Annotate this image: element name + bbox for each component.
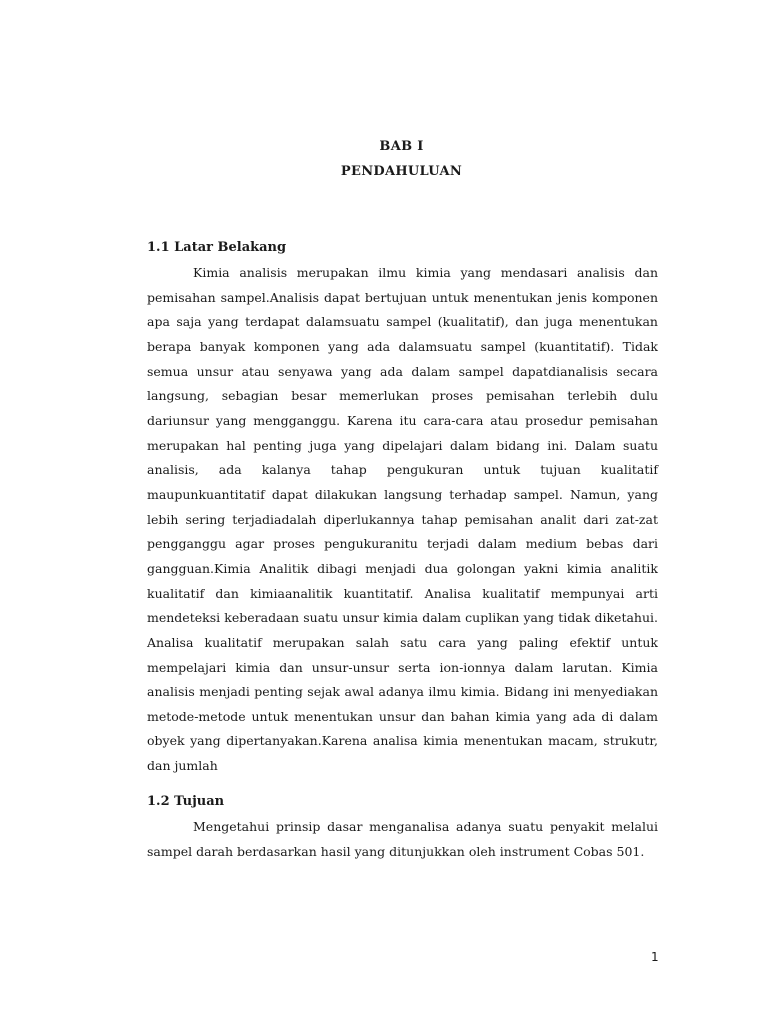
chapter-title: PENDAHULUAN <box>340 164 463 179</box>
page-number: 1 <box>651 950 659 964</box>
chapter-number: BAB I <box>379 139 424 154</box>
section-heading-latar-belakang: 1.1 Latar Belakang <box>147 240 287 255</box>
section-paragraph-tujuan: Mengetahui prinsip dasar menganalisa adanya suatu penyakit melalui sampel darah berdasarkan hasil yang ditunjukkan oleh instrument Cobas 501. <box>147 819 658 859</box>
section-paragraph-latar-belakang: Kimia analisis merupakan ilmu kimia yang mendasari analisis dan pemisahan sampel.Analisis dapat bertujuan untuk menentukan jenis komponen apa saja yang terdapat dalamsuatu sampel (kualitatif), dan juga menentukan berapa banyak komponen yang ada dalamsuatu sampel (kuantitatif). Tidak semua unsur atau senyawa yang ada dalam sampel dapatdianalisis secara langsung, sebagian besar memerlukan proses pemisahan terlebih dulu dariunsur yang mengganggu. Karena itu cara-cara atau prosedur pemisahan merupakan hal penting juga yang dipelajari dalam bidang ini. Dalam suatu analisis, ada kalanya tahap pengukuran untuk tujuan kualitatif maupunkuantitatif dapat dilakukan langsung terhadap sampel. Namun, yang lebih sering terjadiadalah diperlukannya tahap pemisahan analit dari zat-zat pengganggu agar proses pengukuranitu terjadi dalam medium bebas dari gangguan.Kimia Analitik dibagi menjadi dua golongan yakni kimia analitik kualitatif dan kimiaanalitik kuantitatif. Analisa kualitatif mempunyai arti mendeteksi keberadaan suatu unsur kimia dalam cuplikan yang tidak diketahui. Analisa kualitatif merupakan salah satu cara yang paling efektif untuk mempelajari kimia dan unsur-unsur serta ion-ionnya dalam larutan. Kimia analisis menjadi penting sejak awal adanya ilmu kimia. Bidang ini menyediakan metode-metode untuk menentukan unsur dan bahan kimia yang ada di dalam obyek yang dipertanyakan.Karena analisa kimia menentukan macam, strukutr, dan jumlah <box>147 265 658 774</box>
section-heading-tujuan: 1.2 Tujuan <box>147 794 225 809</box>
